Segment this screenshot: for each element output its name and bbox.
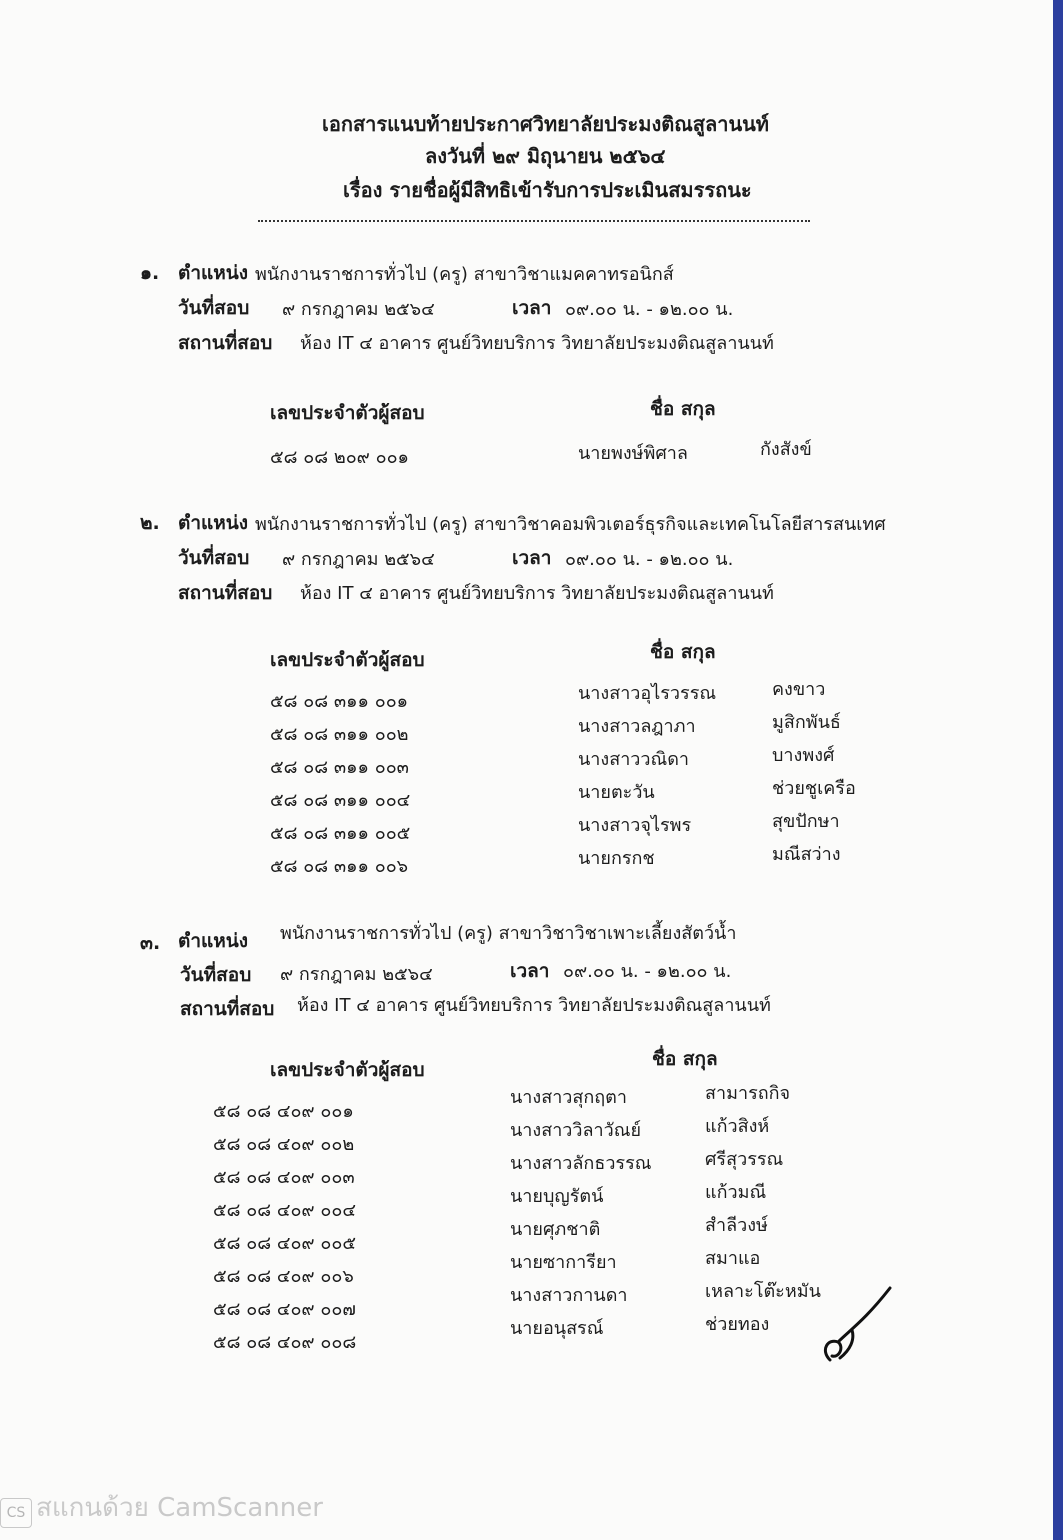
section-1-date-label: วันที่สอบ: [178, 297, 250, 319]
candidate-id: ๕๘ ๐๘ ๓๑๑ ๐๐๒: [270, 724, 409, 745]
candidate-last-name: สามารถกิจ: [705, 1083, 791, 1104]
candidate-id: ๕๘ ๐๘ ๔๐๙ ๐๐๒: [213, 1134, 355, 1155]
candidate-last-name: มูสิกพันธ์: [772, 712, 841, 733]
section-3-position: พนักงานราชการทั่วไป (ครู) สาขาวิชาวิชาเพาะเลี้ยงสัตว์น้ำ: [280, 923, 737, 944]
candidate-last-name: กังสังข์: [760, 439, 812, 460]
candidate-id: ๕๘ ๐๘ ๔๐๙ ๐๐๕: [213, 1233, 356, 1254]
candidate-last-name: ช่วยทอง: [705, 1314, 770, 1335]
candidate-id: ๕๘ ๐๘ ๓๑๑ ๐๐๓: [270, 757, 409, 778]
candidate-first-name: นายบุญรัตน์: [510, 1186, 604, 1207]
section-3-time: ๐๙.๐๐ น. - ๑๒.๐๐ น.: [563, 961, 732, 982]
section-3-col-id: เลขประจำตัวผู้สอบ: [270, 1059, 425, 1081]
section-2-venue-label: สถานที่สอบ: [178, 582, 273, 604]
candidate-id: ๕๘ ๐๘ ๔๐๙ ๐๐๗: [213, 1299, 356, 1320]
candidate-id: ๕๘ ๐๘ ๒๐๙ ๐๐๑: [270, 447, 409, 468]
section-2-date-label: วันที่สอบ: [178, 547, 250, 569]
scanner-watermark: สแกนด้วย CamScanner: [36, 1493, 323, 1523]
section-1-position: พนักงานราชการทั่วไป (ครู) สาขาวิชาแมคคาทรอนิกส์: [255, 264, 674, 285]
section-3-position-label: ตำแหน่ง: [178, 930, 249, 952]
doc-title-line2: ลงวันที่ ๒๙ มิถุนายน ๒๕๖๔: [425, 144, 666, 168]
section-3-date: ๙ กรกฎาคม ๒๕๖๔: [280, 964, 433, 985]
candidate-first-name: นายพงษ์พิศาล: [578, 443, 688, 464]
candidate-last-name: ช่วยชูเครือ: [772, 778, 856, 799]
candidate-first-name: นายกรกช: [578, 848, 655, 869]
candidate-last-name: มณีสว่าง: [772, 844, 841, 865]
section-3-time-label: เวลา: [510, 960, 550, 982]
candidate-id: ๕๘ ๐๘ ๔๐๙ ๐๐๓: [213, 1167, 355, 1188]
section-2-number: ๒.: [140, 512, 160, 534]
candidate-last-name: คงขาว: [772, 679, 826, 700]
section-2-col-id: เลขประจำตัวผู้สอบ: [270, 649, 425, 671]
candidate-first-name: นายศุภชาติ: [510, 1219, 601, 1240]
candidate-first-name: นางสาวสุกฤตา: [510, 1087, 627, 1108]
section-2-venue: ห้อง IT ๔ อาคาร ศูนย์วิทยบริการ วิทยาลัยประมงติณสูลานนท์: [300, 583, 774, 604]
section-2-date: ๙ กรกฎาคม ๒๕๖๔: [282, 549, 435, 570]
section-3-venue: ห้อง IT ๔ อาคาร ศูนย์วิทยบริการ วิทยาลัยประมงติณสูลานนท์: [297, 995, 771, 1016]
candidate-first-name: นางสาวลฎาภา: [578, 716, 696, 737]
section-2-time: ๐๙.๐๐ น. - ๑๒.๐๐ น.: [565, 549, 734, 570]
candidate-first-name: นางสาวกานดา: [510, 1285, 628, 1306]
signature-mark: [810, 1280, 900, 1380]
section-1-time: ๐๙.๐๐ น. - ๑๒.๐๐ น.: [565, 299, 734, 320]
doc-subject: เรื่อง รายชื่อผู้มีสิทธิเข้ารับการประเมินสมรรถนะ: [343, 178, 752, 202]
section-1-col-id: เลขประจำตัวผู้สอบ: [270, 402, 425, 424]
section-2-time-label: เวลา: [512, 547, 552, 569]
candidate-first-name: นางสาววิลาวัณย์: [510, 1120, 642, 1141]
section-2-position-label: ตำแหน่ง: [178, 512, 249, 534]
candidate-id: ๕๘ ๐๘ ๔๐๙ ๐๐๔: [213, 1200, 356, 1221]
section-3-date-label: วันที่สอบ: [180, 964, 252, 986]
section-1-date: ๙ กรกฎาคม ๒๕๖๔: [282, 299, 435, 320]
doc-title-line1: เอกสารแนบท้ายประกาศวิทยาลัยประมงติณสูลานนท์: [322, 112, 769, 136]
camscanner-badge: CS: [0, 1498, 32, 1528]
separator-dotted-line: [258, 220, 810, 222]
candidate-last-name: สำลีวงษ์: [705, 1215, 768, 1236]
candidate-last-name: ศรีสุวรรณ: [705, 1149, 784, 1170]
candidate-id: ๕๘ ๐๘ ๓๑๑ ๐๐๑: [270, 691, 409, 712]
section-3-number: ๓.: [140, 932, 161, 954]
section-2-position: พนักงานราชการทั่วไป (ครู) สาขาวิชาคอมพิวเตอร์ธุรกิจและเทคโนโลยีสารสนเทศ: [255, 514, 886, 535]
candidate-id: ๕๘ ๐๘ ๔๐๙ ๐๐๘: [213, 1332, 357, 1353]
section-2-col-name: ชื่อ สกุล: [650, 641, 716, 663]
candidate-first-name: นางสาวอุไรวรรณ: [578, 683, 717, 704]
section-1-venue: ห้อง IT ๔ อาคาร ศูนย์วิทยบริการ วิทยาลัยประมงติณสูลานนท์: [300, 333, 774, 354]
candidate-last-name: สุขปักษา: [772, 811, 840, 832]
candidate-last-name: สมาแอ: [705, 1248, 761, 1269]
section-3-venue-label: สถานที่สอบ: [180, 998, 275, 1020]
candidate-id: ๕๘ ๐๘ ๓๑๑ ๐๐๕: [270, 823, 411, 844]
section-1-col-name: ชื่อ สกุล: [650, 398, 716, 420]
candidate-last-name: เหลาะโต๊ะหมัน: [705, 1281, 821, 1302]
candidate-first-name: นางสาวลักธวรรณ: [510, 1153, 652, 1174]
candidate-id: ๕๘ ๐๘ ๓๑๑ ๐๐๖: [270, 856, 409, 877]
candidate-id: ๕๘ ๐๘ ๔๐๙ ๐๐๑: [213, 1101, 354, 1122]
candidate-last-name: แก้วมณี: [705, 1182, 767, 1203]
candidate-id: ๕๘ ๐๘ ๓๑๑ ๐๐๔: [270, 790, 411, 811]
section-1-number: ๑.: [140, 262, 160, 284]
candidate-first-name: นายตะวัน: [578, 782, 655, 803]
candidate-first-name: นางสาวจุไรพร: [578, 815, 692, 836]
section-1-time-label: เวลา: [512, 297, 552, 319]
candidate-last-name: แก้วสิงห์: [705, 1116, 770, 1137]
page-edge: [1053, 0, 1063, 1540]
section-3-col-name: ชื่อ สกุล: [652, 1048, 718, 1070]
section-1-venue-label: สถานที่สอบ: [178, 332, 273, 354]
section-1-position-label: ตำแหน่ง: [178, 262, 249, 284]
candidate-first-name: นายซาการียา: [510, 1252, 617, 1273]
candidate-first-name: นางสาววณิดา: [578, 749, 690, 770]
candidate-id: ๕๘ ๐๘ ๔๐๙ ๐๐๖: [213, 1266, 354, 1287]
candidate-first-name: นายอนุสรณ์: [510, 1318, 604, 1339]
candidate-last-name: บางพงศ์: [772, 745, 835, 766]
